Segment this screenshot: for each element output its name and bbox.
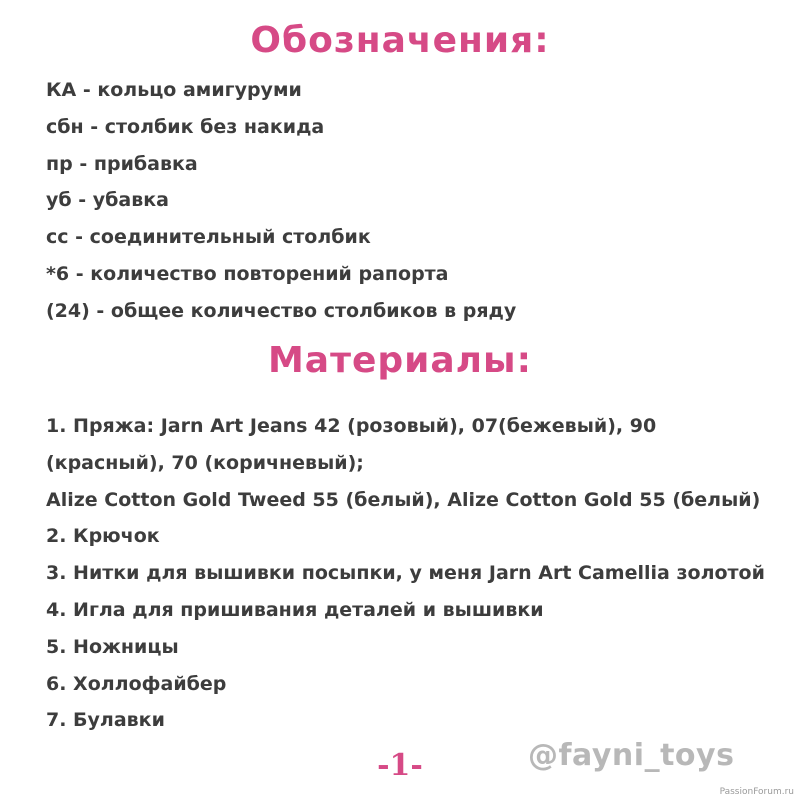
- materials-heading: Материалы:: [267, 340, 532, 381]
- legend-item: *6 - количество повторений рапорта: [46, 262, 449, 285]
- author-handle: @fayni_toys: [528, 738, 735, 773]
- materials-item-yarn-extra: Alize Cotton Gold Tweed 55 (белый), Alize Cotton Gold 55 (белый): [46, 488, 761, 511]
- legend-list: [46, 72, 776, 330]
- site-watermark: PassionForum.ru: [719, 787, 794, 797]
- legend-item: (24) - общее количество столбиков в ряду: [46, 299, 517, 322]
- page-number: -1-: [377, 748, 423, 783]
- materials-item-hook: 2. Крючок: [46, 525, 160, 548]
- materials-list: [46, 408, 776, 739]
- legend-item: уб - убавка: [46, 189, 169, 212]
- legend-heading: Обозначения:: [250, 20, 550, 61]
- legend-item: сс - соединительный столбик: [46, 226, 371, 249]
- legend-item: пр - прибавка: [46, 152, 198, 175]
- materials-item-needle: 4. Игла для пришивания деталей и вышивки: [46, 598, 544, 621]
- legend-item: КА - кольцо амигуруми: [46, 79, 302, 101]
- legend-item: сбн - столбик без накида: [46, 115, 325, 138]
- materials-item-thread: 3. Нитки для вышивки посыпки, у меня Jarn Art Camellia золотой: [46, 562, 765, 585]
- materials-item-scissors: 5. Ножницы: [46, 635, 179, 658]
- materials-item-filling: 6. Холлофайбер: [46, 672, 227, 695]
- materials-item-pins: 7. Булавки: [46, 709, 165, 732]
- materials-item-yarn: 1. Пряжа: Jarn Art Jeans 42 (розовый), 07(бежевый), 90 (красный), 70 (коричневый);: [46, 415, 657, 474]
